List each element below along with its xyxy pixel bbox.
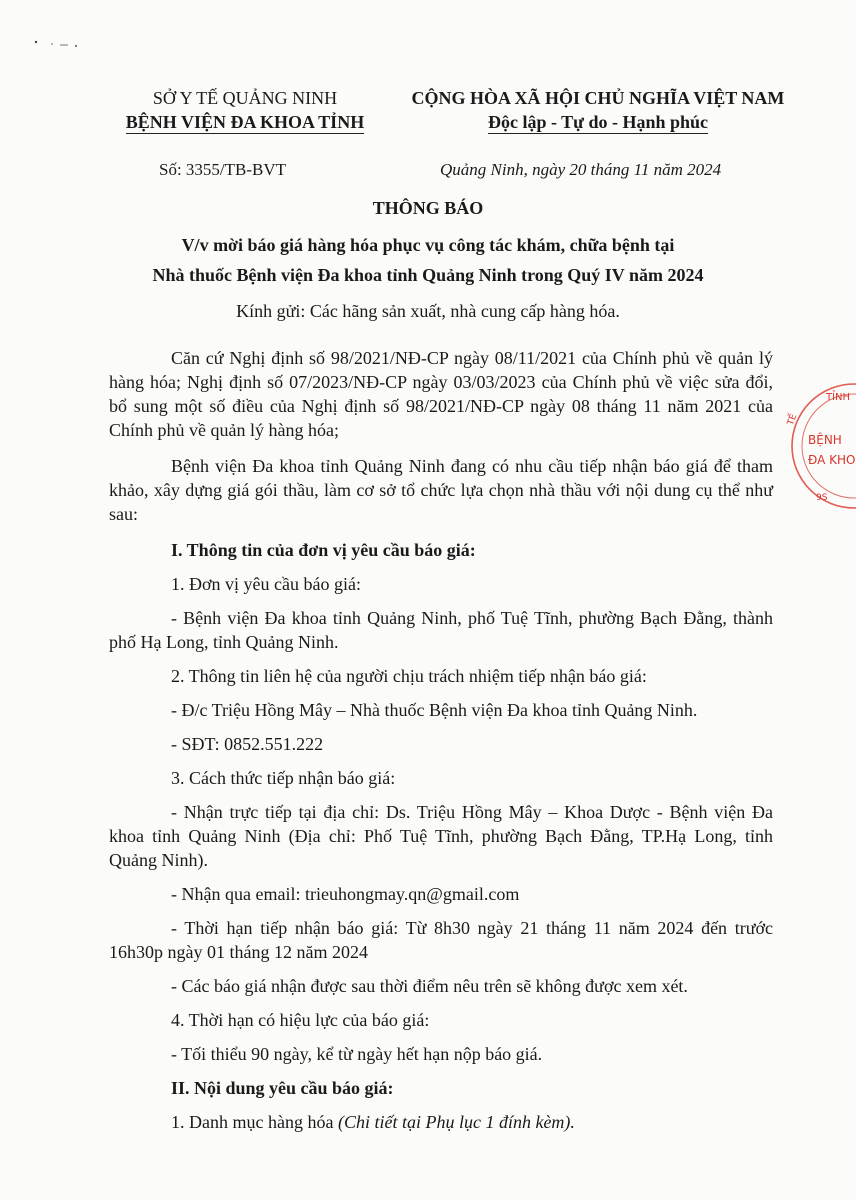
country-name: CỘNG HÒA XÃ HỘI CHỦ NGHĨA VIỆT NAM xyxy=(411,88,785,108)
s1-item-2-phone: - SĐT: 0852.551.222 xyxy=(171,734,324,754)
legal-basis-paragraph: Căn cứ Nghị định số 98/2021/NĐ-CP ngày 08/11/2021 của Chính phủ về quản lý hàng hóa; Nghị định số 07/2023/NĐ-CP ngày 03/03/2023 của Chính phủ về việc sửa đổi, bổ sung một số điều của Nghị định số 98/2021/NĐ-CP ngày 08 tháng 11 năm 2021 của Chính phủ về quản lý hàng hóa; xyxy=(109,348,773,440)
stamp-text-top: TỈNH xyxy=(826,392,851,403)
s1-item-4-detail: - Tối thiểu 90 ngày, kể từ ngày hết hạn nộp báo giá. xyxy=(171,1044,543,1064)
red-seal-stamp xyxy=(786,382,856,512)
scan-specks xyxy=(30,36,90,56)
issuer-block xyxy=(100,86,390,134)
svg-text:TẾ: TẾ xyxy=(786,412,800,427)
document-number: Số: 3355/TB-BVT xyxy=(159,160,287,179)
s2-item-1-label: 1. Danh mục hàng hóa xyxy=(171,1112,334,1132)
recipients-line: Kính gửi: Các hãng sản xuất, nhà cung cấp hàng hóa. xyxy=(236,301,620,321)
s1-item-3-deadline: - Thời hạn tiếp nhận báo giá: Từ 8h30 ngày 21 tháng 11 năm 2024 đến trước 16h30p ngày 01 tháng 12 năm 2024 xyxy=(109,918,773,962)
s1-item-3-direct: - Nhận trực tiếp tại địa chỉ: Ds. Triệu Hồng Mây – Khoa Dược - Bệnh viện Đa khoa tỉnh Quảng Ninh (Địa chỉ: Phố Tuệ Tĩnh, phường Bạch Đằng, TP.Hạ Long, tỉnh Quảng Ninh). xyxy=(109,802,773,870)
national-motto: Độc lập - Tự do - Hạnh phúc xyxy=(487,112,709,132)
s1-item-3-late: - Các báo giá nhận được sau thời điểm nêu trên sẽ không được xem xét. xyxy=(171,976,688,996)
section-2-heading: II. Nội dung yêu cầu báo giá: xyxy=(171,1078,394,1098)
stamp-text-mid2: ĐA KHO xyxy=(808,453,856,467)
s1-item-2: 2. Thông tin liên hệ của người chịu trách nhiệm tiếp nhận báo giá: xyxy=(171,666,647,686)
s1-item-4: 4. Thời hạn có hiệu lực của báo giá: xyxy=(171,1010,430,1030)
issue-date: Quảng Ninh, ngày 20 tháng 11 năm 2024 xyxy=(440,160,722,179)
subject-line-1: V/v mời báo giá hàng hóa phục vụ công tác khám, chữa bệnh tại xyxy=(181,235,675,255)
section-1-heading: I. Thông tin của đơn vị yêu cầu báo giá: xyxy=(171,540,476,560)
agency-name: SỞ Y TẾ QUẢNG NINH xyxy=(152,88,338,108)
unit-name: BỆNH VIỆN ĐA KHOA TỈNH xyxy=(125,112,365,132)
document-body xyxy=(109,346,773,1134)
s2-item-1 xyxy=(109,1110,773,1134)
s1-item-1-detail: - Bệnh viện Đa khoa tỉnh Quảng Ninh, phố Tuệ Tĩnh, phường Bạch Đằng, thành phố Hạ Long, tỉnh Quảng Ninh. xyxy=(109,608,773,652)
document-title: THÔNG BÁO xyxy=(372,198,484,218)
s1-item-3: 3. Cách thức tiếp nhận báo giá: xyxy=(171,768,396,788)
document-subject xyxy=(0,230,856,290)
s2-item-1-note: (Chi tiết tại Phụ lục 1 đính kèm). xyxy=(337,1112,575,1132)
subject-line-2: Nhà thuốc Bệnh viện Đa khoa tỉnh Quảng Ninh trong Quý IV năm 2024 xyxy=(152,265,704,285)
s1-item-3-email: - Nhận qua email: trieuhongmay.qn@gmail.com xyxy=(171,884,520,904)
national-header xyxy=(388,86,808,134)
stamp-text-mid1: BỆNH xyxy=(808,433,842,447)
intro-paragraph: Bệnh viện Đa khoa tỉnh Quảng Ninh đang có nhu cầu tiếp nhận báo giá để tham khảo, xây dựng giá gói thầu, làm cơ sở tổ chức lựa chọn nhà thầu với nội dung cụ thể như sau: xyxy=(109,456,773,524)
s1-item-2-contact: - Đ/c Triệu Hồng Mây – Nhà thuốc Bệnh viện Đa khoa tỉnh Quảng Ninh. xyxy=(171,700,698,720)
svg-text:9S: 9S xyxy=(816,493,828,503)
s1-item-1: 1. Đơn vị yêu cầu báo giá: xyxy=(171,574,361,594)
